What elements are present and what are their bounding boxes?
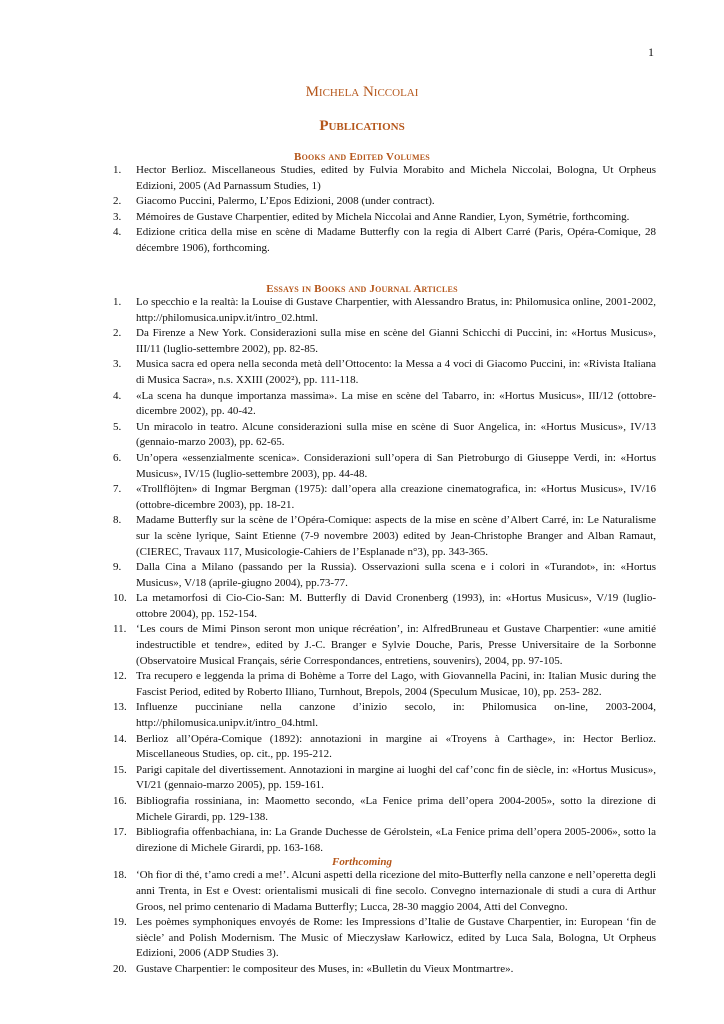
author-name: Michela Niccolai: [305, 84, 419, 100]
item-number: 4.: [113, 226, 122, 239]
books-heading: Books and Edited Volumes: [294, 151, 430, 163]
publication-item: [0, 700, 724, 731]
publication-item: [0, 513, 724, 560]
publication-item: [0, 482, 724, 513]
publication-item: [0, 326, 724, 357]
publication-item: [0, 794, 724, 825]
item-text: Da Firenze a New York. Considerazioni sulla mise en scène del Gianni Schicchi di Puccini, in: «Hortus Musicus», III/11 (luglio-settembre 2002), pp. 82-85.: [136, 327, 656, 355]
item-text: Madame Butterfly sur la scène de l’Opéra-Comique: aspects de la mise en scène d’Albert Carré, in: Le Naturalisme sur la scène lyrique, Saint Etienne (7-9 novembre 2003) edited by Jean-Christophe Branger and Alban Ramaut, (CIEREC, Travaux 117, Musicologie-Cahiers de l’Esplanade n°3), pp. 343-365.: [136, 514, 656, 558]
publication-item: [0, 622, 724, 669]
item-text: Tra recupero e leggenda la prima di Bohème a Torre del Lago, with Giovannella Pacini, in: Italian Music during the Fascist Period, edited by Roberto Illiano, Turnhout, Brepols, 2004 (Speculum Musicae, 10), pp. 253- 282.: [136, 670, 656, 698]
publication-item: [0, 915, 724, 962]
publication-item: [0, 295, 724, 326]
item-number: 1.: [113, 164, 122, 176]
item-text: La metamorfosi di Cio-Cio-San: M. Butterfly di David Cronenberg (1993), in: «Hortus Musicus», V/19 (luglio-ottobre 2004), pp. 152-154.: [136, 592, 656, 620]
item-number: 9.: [113, 561, 122, 574]
publication-item: [0, 420, 724, 451]
books-list: [0, 163, 724, 257]
item-text: Berlioz all’Opéra-Comique (1892): annotazioni in margine ai «Troyens à Carthage», in: Hector Berlioz. Miscellaneous Studies, op. cit., pp. 195-212.: [136, 732, 656, 761]
publication-item: [0, 732, 724, 763]
item-text: «Trollflöjten» di Ingmar Bergman (1975): dall’opera alla creazione cinematografica, in: «Hortus Musicus», IV/16 (ottobre-dicembre 2003), pp. 18-21.: [136, 483, 656, 511]
item-text: Bibliografia offenbachiana, in: La Grande Duchesse de Gérolstein, «La Fenice prima dell’opera 2005-2006», sotto la direzione di Michele Girardi, pp. 163-168.: [136, 826, 656, 854]
publication-item: [0, 591, 724, 622]
publication-item: [0, 962, 724, 978]
publication-item: [0, 357, 724, 388]
essays-heading: Essays in Books and Journal Articles: [266, 283, 458, 295]
item-number: 20.: [113, 962, 127, 975]
item-text: Lo specchio e la realtà: la Louise di Gustave Charpentier, with Alessandro Bratus, in: Philomusica online, 2001-2002, http://philomusica.unipv.it/intro_02.html.: [136, 296, 656, 324]
item-number: 2.: [113, 327, 122, 340]
item-number: 14.: [113, 732, 127, 745]
item-number: 5.: [113, 420, 122, 433]
item-number: 7.: [113, 483, 122, 496]
publication-item: [0, 210, 724, 226]
item-text: Gustave Charpentier: le compositeur des Muses, in: «Bulletin du Vieux Montmartre».: [136, 962, 514, 975]
publication-item: [0, 669, 724, 700]
item-number: 1.: [113, 296, 122, 308]
item-text: Un’opera «essenzialmente scenica». Considerazioni sull’opera di San Pietroburgo di Giuseppe Verdi, in: «Hortus Musicus», IV/15 (luglio-settembre 2003), pp. 44-48.: [136, 451, 656, 480]
item-text: Dalla Cina a Milano (passando per la Russia). Osservazioni sulla scena e i colori in «Turandot», in: «Hortus Musicus», V/18 (aprile-giugno 2004), pp.73-77.: [136, 561, 656, 589]
forthcoming-heading: Forthcoming: [332, 856, 392, 869]
item-text: ‘Les cours de Mimi Pinson seront mon unique récréation’, in: AlfredBruneau et Gustave Charpentier: «une amitié indestructible et tendre», edited by J.-C. Branger e Sylvie Douche, Paris, Presse Universitaire de la Sorbonne (Observatoire Musical Français, série Correspondances, entretiens, souvenirs), 2004, pp. 97-105.: [136, 623, 656, 667]
item-text: ‘Oh fior di thé, t’amo credi a me!’. Alcuni aspetti della ricezione del mito-Butterfly nella canzone e nell’operetta degli anni Trenta, in Est e Ovest: orientalismi musicali di fine secolo. Convegno internazionale di studi a cura di Arthur Groos, nel primo centenario di Madama Butterfly; Lucca, 28-30 maggio 2004, Atti del Convegno.: [136, 869, 656, 913]
item-text: Mémoires de Gustave Charpentier, edited by Michela Niccolai and Anne Randier, Lyon, Symétrie, forthcoming.: [136, 210, 630, 223]
item-number: 12.: [113, 670, 127, 683]
forthcoming-list: [0, 868, 724, 977]
publication-item: [0, 225, 724, 256]
item-number: 6.: [113, 451, 122, 464]
item-text: Les poèmes symphoniques envoyés de Rome: les Impressions d’Italie de Gustave Charpentier, in: European ‘fin de siècle’ and Polish Modernism. The Music of Mieczysław Karłowicz, edited by Luca Sala, Bologna, Ut Orpheus Edizioni, 2006 (ADP Studies 3).: [136, 916, 656, 960]
item-text: Un miracolo in teatro. Alcune considerazioni sulla mise en scène di Suor Angelica, in: «Hortus Musicus», IV/13 (gennaio-marzo 2003), pp. 62-65.: [136, 420, 656, 449]
item-number: 16.: [113, 795, 127, 807]
publication-item: [0, 825, 724, 856]
item-number: 13.: [113, 701, 127, 714]
document-title: Publications: [319, 118, 405, 134]
item-number: 10.: [113, 592, 127, 605]
item-text: Influenze pucciniane nella canzone d’inizio secolo, in: Philomusica on-line, 2003-2004, http://philomusica.unipv.it/intro_04.html.: [136, 701, 656, 730]
item-number: 8.: [113, 514, 122, 527]
item-number: 11.: [113, 623, 127, 636]
publication-item: [0, 451, 724, 482]
publication-item: [0, 163, 724, 194]
publication-item: [0, 194, 724, 210]
item-number: 18.: [113, 869, 127, 882]
item-number: 3.: [113, 358, 122, 371]
page-number: 1: [648, 45, 654, 59]
item-number: 17.: [113, 826, 127, 839]
publication-item: [0, 560, 724, 591]
item-text: Bibliografia rossiniana, in: Maometto secondo, «La Fenice prima dell’opera 2004-2005», sotto la direzione di Michele Girardi, pp. 129-138.: [136, 795, 656, 823]
item-text: Musica sacra ed opera nella seconda metà dell’Ottocento: la Messa a 4 voci di Giacomo Puccini, in: «Rivista Italiana di Musica Sacra», n.s. XXIII (2002²), pp. 111-118.: [136, 358, 656, 386]
item-number: 2.: [113, 195, 122, 208]
item-text: Hector Berlioz. Miscellaneous Studies, edited by Fulvia Morabito and Michela Niccolai, Bologna, Ut Orpheus Edizioni, 2005 (Ad Parnassum Studies, 1): [136, 164, 656, 192]
publication-item: [0, 763, 724, 794]
item-number: 4.: [113, 389, 122, 402]
item-text: Giacomo Puccini, Palermo, L’Epos Edizioni, 2008 (under contract).: [136, 195, 435, 208]
item-number: 15.: [113, 763, 127, 776]
publication-item: [0, 389, 724, 420]
item-text: «La scena ha dunque importanza massima». La mise en scène del Tabarro, in: «Hortus Musicus», III/12 (ottobre-dicembre 2002), pp. 40-42.: [136, 389, 656, 418]
essays-list: [0, 295, 724, 856]
item-text: Parigi capitale del divertissement. Annotazioni in margine ai luoghi del caf’conc fin de siècle, in: «Hortus Musicus», VI/21 (gennaio-marzo 2005), pp. 159-161.: [136, 763, 656, 792]
publication-item: [0, 868, 724, 915]
item-number: 19.: [113, 916, 127, 929]
books-section: [0, 151, 724, 257]
essays-section: [0, 283, 724, 978]
item-text: Edizione critica della mise en scène di Madame Butterfly con la regia di Albert Carré (Paris, Opéra-Comique, 28 décembre 1906), forthcoming.: [136, 226, 656, 254]
item-number: 3.: [113, 210, 122, 223]
